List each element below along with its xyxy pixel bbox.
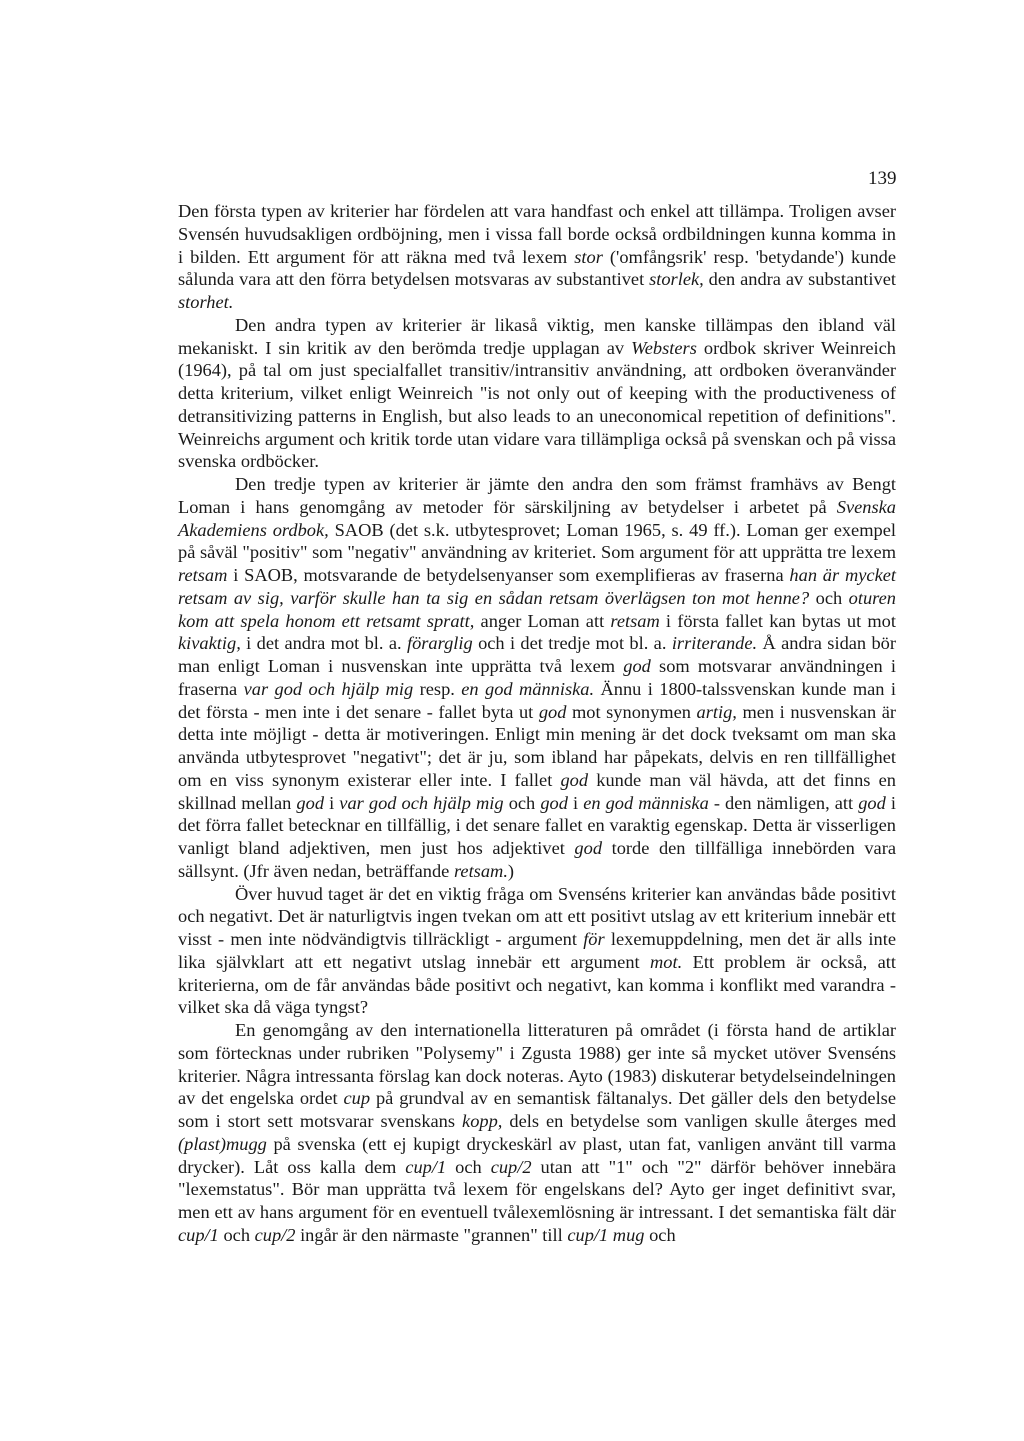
text-run: Den första typen av kriterier har fördelen att vara handfast och enkel att tillämpa. Troligen avser Svensén huvudsakligen ordböjning, men i vissa fall borde också ordbildningen kunna komma in i bilden. Ett argument för att räkna med två lexem: [178, 201, 896, 267]
italic-text: mot.: [650, 951, 683, 972]
text-run: En genomgång av den internationella litteraturen på området (i första hand de artiklar som förtecknas under rubriken "Polysemy" i Zgusta 1988) ger inte så mycket utöver Svenséns kriterier. Några intressanta förslag kan dock noteras. Ayto (1983) diskuterar betydelseindelningen av det engelska ordet: [178, 1020, 896, 1109]
italic-text: cup/1: [178, 1224, 219, 1245]
text-run: ('omfångsrik' resp. 'betydande') kunde sålunda vara att den förra betydelsen motsvaras av substantivet: [178, 246, 897, 290]
page-number: 139: [868, 168, 897, 189]
text-run: kunde man väl hävda, att det finns en skillnad mellan: [178, 769, 896, 813]
text-run: SAOB (det s.k. utbytesprovet; Loman 1965, s. 49 ff.). Loman ger exempel på såväl "positiv" som "negativ" användning av kriteriet. Som argument för att upprätta tre lexem: [178, 519, 896, 563]
text-run: Ännu i 1800-talssvenskan kunde man i det första - men inte i det senare - fallet byta ut: [178, 678, 897, 722]
italic-text: (plast)mugg: [178, 1133, 267, 1154]
italic-text: god: [858, 792, 886, 813]
italic-text: en god människa.: [461, 678, 595, 699]
italic-text: god: [538, 701, 567, 722]
italic-text: retsam: [178, 565, 228, 585]
italic-text: Websters: [631, 337, 697, 358]
paragraph: [178, 883, 896, 1020]
italic-text: cup: [343, 1088, 371, 1109]
body-text: [178, 200, 896, 1247]
text-run: anger Loman att: [474, 610, 611, 631]
italic-text: cup/2: [490, 1156, 532, 1177]
text-run: ingår är den närmaste "grannen" till: [295, 1224, 568, 1245]
text-run: den andra av substantivet: [703, 269, 896, 290]
text-run: dels en betydelse som vanligen skulle återges med: [502, 1111, 897, 1131]
italic-text: god: [574, 838, 603, 858]
text-run: på svenska (ett ej kupigt dryckeskärl av plast, utan fat, vanligen använt till varma drycker). Låt oss kalla dem: [178, 1133, 896, 1177]
italic-text: god: [623, 656, 651, 676]
paragraph: [178, 314, 896, 473]
paragraph: [178, 1019, 896, 1247]
text-run: och: [503, 792, 541, 813]
italic-text: cup/1: [405, 1156, 447, 1177]
italic-text: en god människa: [583, 792, 709, 813]
text-run: torde den tillfälliga innebörden vara sällsynt. (Jfr även nedan, beträffande: [178, 838, 896, 881]
text-run: och: [644, 1224, 676, 1245]
paragraph: [178, 473, 896, 883]
text-run: som motsvarar användningen i fraserna: [178, 656, 896, 699]
italic-text: irriterande.: [671, 633, 758, 654]
text-run: - den nämligen, att: [708, 792, 859, 813]
text-run: mot synonymen: [566, 701, 697, 722]
text-run: resp.: [413, 678, 462, 699]
text-run: Den tredje typen av kriterier är jämte den andra den som främst framhävs av Bengt Loman i hans genomgång av metoder för särskiljning av betydelser i arbetet på: [178, 474, 896, 517]
italic-text: stor: [574, 246, 603, 267]
italic-text: storlek,: [649, 269, 704, 290]
italic-text: Svenska Akademiens ordbok,: [178, 496, 896, 540]
italic-text: för: [583, 929, 605, 949]
text-run: på grundval av en semantisk fältanalys. Det gäller dels den betydelse som i stort sett motsvarar svenskans: [178, 1088, 896, 1131]
italic-text: storhet.: [178, 292, 234, 312]
text-run: ): [507, 860, 515, 881]
italic-text: förarglig: [406, 633, 473, 654]
text-run: Över huvud taget är det en viktig fråga om Svenséns kriterier kan användas både positivt och negativt. Det är naturligtvis ingen tvekan om att ett positivt utslag av ett kriterium innebär ett visst - men inte nödvändigtvis tillräckligt - argument: [178, 883, 896, 949]
paragraph: [178, 200, 896, 314]
text-run: och: [809, 587, 849, 608]
text-run: i det andra mot bl. a.: [240, 633, 407, 654]
italic-text: var god och hjälp mig: [243, 678, 414, 699]
italic-text: god: [540, 792, 568, 813]
text-run: Å andra sidan bör man enligt Loman i nusvenskan inte upprätta två lexem: [178, 633, 896, 676]
text-run: i: [567, 792, 584, 813]
italic-text: god: [296, 792, 325, 813]
text-run: men i nusvenskan är detta inte möjligt - detta är motiveringen. Enligt min mening är det dock tveksamt om man ska använda utbytesprovet "negativt"; det är ju, som ibland har påpekats, delvis en ren tillfällighet om en viss synonym existerar eller inte. I fallet: [178, 701, 896, 790]
italic-text: retsam: [610, 610, 660, 631]
italic-text: artig,: [696, 701, 737, 722]
text-run: i SAOB, motsvarande de betydelsenyanser som exemplifieras av fraserna: [227, 565, 790, 585]
italic-text: oturen kom att spela honom ett retsamt spratt,: [178, 587, 897, 631]
text-run: utan att "1" och "2" därför behöver innebära "lexemstatus". Bör man upprätta två lexem för engelskans del? Ayto ger inget definitivt svar, men ett av hans argument för en eventuell tvålexemlösning är intressant. I det semantiska fält där: [178, 1156, 896, 1222]
text-run: i: [324, 792, 340, 813]
text-run: Den andra typen av kriterier är likaså viktig, men kanske tillämpas den ibland väl mekaniskt. I sin kritik av den berömda tredje upplagan av: [178, 314, 896, 358]
italic-text: cup/1 mug: [567, 1224, 645, 1245]
italic-text: god: [560, 769, 589, 790]
text-run: och: [218, 1224, 255, 1245]
text-run: och i det tredje mot bl. a.: [472, 633, 672, 654]
text-run: i det förra fallet betecknar en tillfällig, i det senare fallet en varaktig egenskap. Detta är visserligen vanligt bland adjektiven, men just hos adjektivet: [178, 792, 896, 858]
italic-text: han är mycket retsam av sig, varför skulle han ta sig en sådan retsam överlägsen ton mot henne?: [178, 565, 896, 608]
text-run: i första fallet kan bytas ut mot: [659, 610, 896, 631]
text-run: ordbok skriver Weinreich (1964), på tal om just specialfallet transitiv/intransitiv användning, att ordboken överanvänder detta kriterium, vilket enligt Weinreich "is not only out of keeping with the productiveness of detransitivizing patterns in English, but also leads to an uneconomical repetition of definitions". Weinreichs argument och kritik torde utan vidare vara tillämpliga också på svenskan och på vissa svenska ordböcker.: [178, 337, 896, 472]
italic-text: kivaktig,: [178, 633, 241, 654]
italic-text: var god och hjälp mig: [339, 792, 504, 813]
italic-text: cup/2: [254, 1224, 296, 1245]
text-run: och: [446, 1156, 491, 1177]
italic-text: kopp,: [462, 1111, 503, 1131]
italic-text: retsam.: [453, 860, 508, 881]
text-run: Ett problem är också, att kriterierna, om de får användas både positivt och negativt, kan komma i konflikt med varandra - vilket ska då väga tyngst?: [178, 951, 897, 1018]
text-run: lexemuppdelning, men det är alls inte lika självklart att ett negativt utslag innebär ett argument: [178, 929, 896, 972]
